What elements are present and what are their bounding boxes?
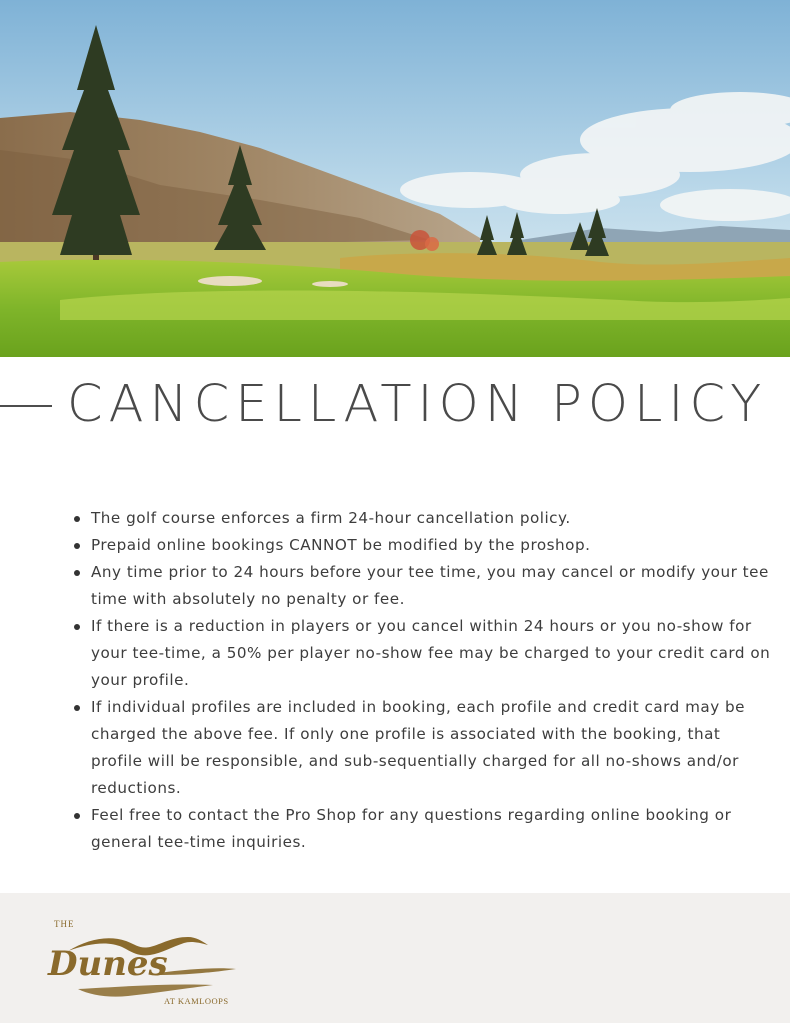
logo-the: THE xyxy=(54,919,75,929)
list-item-text: If individual profiles are included in booking, each profile and credit card may be charged the above fee. If only one profile is associated with the booking, that profile will be responsible, and sub-sequentially charged for all no-shows and/or reductions. xyxy=(91,698,746,797)
dunes-logo[interactable] xyxy=(38,911,248,1011)
bullet-icon xyxy=(74,813,80,819)
page-title: CANCELLATION POLICY xyxy=(67,375,768,434)
list-item xyxy=(71,613,776,694)
policy-list xyxy=(71,505,776,856)
bullet-icon xyxy=(74,570,80,576)
logo-tagline: AT KAMLOOPS xyxy=(164,996,229,1006)
footer xyxy=(0,893,790,1023)
bullet-icon xyxy=(74,705,80,711)
title-rule xyxy=(0,405,52,407)
bullet-icon xyxy=(74,516,80,522)
list-item xyxy=(71,559,776,613)
list-item xyxy=(71,694,776,802)
list-item-text: Feel free to contact the Pro Shop for any questions regarding online booking or general tee-time inquiries. xyxy=(91,806,732,851)
brush-swoosh xyxy=(78,984,213,996)
list-item-text: If there is a reduction in players or you cancel within 24 hours or you no-show for your tee-time, a 50% per player no-show fee may be charged to your credit card on your profile. xyxy=(91,617,771,689)
logo-name: Dunes xyxy=(48,944,168,984)
title-row xyxy=(0,372,790,438)
hero-image xyxy=(0,0,790,357)
list-item xyxy=(71,802,776,856)
golf-course-landscape xyxy=(0,0,790,357)
list-item-text: Any time prior to 24 hours before your tee time, you may cancel or modify your tee time with absolutely no penalty or fee. xyxy=(91,563,769,608)
bullet-icon xyxy=(74,543,80,549)
list-item-text: The golf course enforces a firm 24-hour cancellation policy. xyxy=(91,509,571,527)
list-item xyxy=(71,505,776,532)
list-item xyxy=(71,532,776,559)
bullet-icon xyxy=(74,624,80,630)
list-item-text: Prepaid online bookings CANNOT be modified by the proshop. xyxy=(91,536,591,554)
